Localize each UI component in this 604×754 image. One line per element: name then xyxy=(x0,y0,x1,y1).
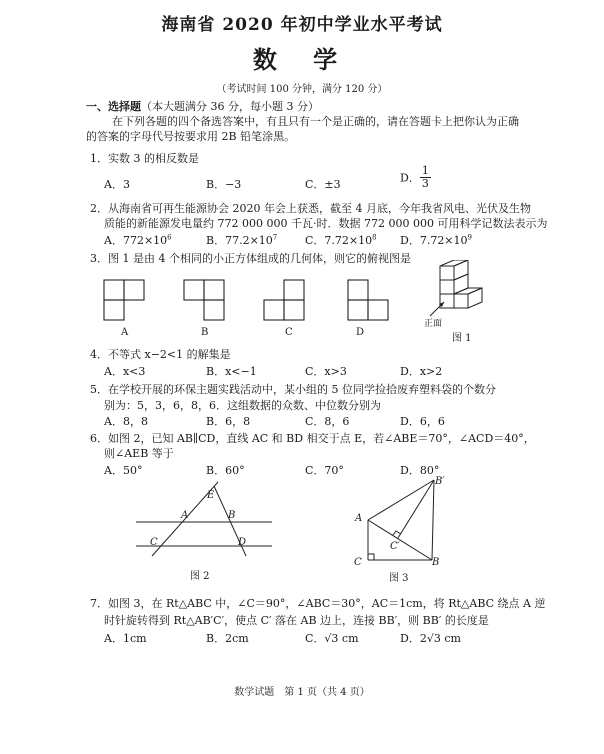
q1-option-b: B．−3 xyxy=(206,178,242,191)
q2-option-d xyxy=(400,232,472,248)
q1-option-c: C．±3 xyxy=(305,178,341,191)
q6-option-a: A．50° xyxy=(104,464,143,477)
fig2-caption: 图 2 xyxy=(190,571,210,582)
q5-option-a: A．8，8 xyxy=(104,415,148,428)
fig2-point-c: C xyxy=(150,537,158,548)
q1-fraction-num: 1 xyxy=(421,164,429,177)
q5-option-d: D．6，6 xyxy=(400,415,445,428)
q2-a-exp: 6 xyxy=(167,233,172,242)
fig2-point-e: E xyxy=(207,490,215,501)
fig3-diagram xyxy=(360,476,460,566)
seg-ab xyxy=(368,520,432,560)
q3-stem: 3．图 1 是由 4 个相同的小正方体组成的几何体，则它的俯视图是 xyxy=(90,252,411,265)
q2-d-exp: 9 xyxy=(467,233,472,242)
fig2-point-d: D xyxy=(238,537,247,548)
q3-option-a-shape xyxy=(104,280,144,320)
page-footer: 数学试题 第 1 页（共 4 页） xyxy=(234,687,370,698)
q7-option-b: B．2cm xyxy=(206,632,249,645)
q1-option-d-prefix: D． xyxy=(400,171,420,185)
fig3-caption: 图 3 xyxy=(389,573,409,584)
front-label: 正面 xyxy=(424,319,443,329)
exam-info: （考试时间 100 分钟，满分 120 分） xyxy=(216,84,388,95)
q5-line-2: 别为：5，3，6，8，6．这组数据的众数、中位数分别为 xyxy=(104,399,381,412)
right-angle-c xyxy=(368,554,374,560)
q7-line-1: 7．如图 3，在 Rt△ABC 中，∠C＝90°，∠ABC＝30°，AC＝1cm，将 Rt△ABC 绕点 A 逆 xyxy=(90,597,546,610)
q4-option-d: D．x>2 xyxy=(400,365,443,378)
q7-line-2: 时针旋转得到 Rt△AB′C′，使点 C′ 落在 AB 边上，连接 BB′，则 BB′ 的长度是 xyxy=(104,614,489,627)
section-note: （本大题满分 36 分，每小题 3 分） xyxy=(141,100,319,113)
q6-option-c: C．70° xyxy=(305,464,344,477)
q3-label-b: B xyxy=(201,327,209,338)
fig3-point-cp: C′ xyxy=(390,541,400,552)
fig3-point-bp: B′ xyxy=(435,476,445,487)
instructions-line-2: 的答案的字母代号按要求用 2B 铅笔涂黑。 xyxy=(86,130,296,143)
q6-line-1: 6．如图 2，已知 AB∥CD，直线 AC 和 BD 相交于点 E，若∠ABE＝70°，∠ACD＝40°， xyxy=(90,432,535,445)
q2-option-a xyxy=(104,232,172,248)
fig3-point-c: C xyxy=(354,557,362,568)
exam-title: 海南省 2020 年初中学业水平考试 xyxy=(161,15,443,35)
q2-d-base: D．7.72×10 xyxy=(400,234,468,247)
q3-options-figure xyxy=(0,260,604,350)
q2-b-base: B．77.2×10 xyxy=(206,234,273,247)
section-heading-label: 一、选择题 xyxy=(86,100,141,113)
q5-option-b: B．6，8 xyxy=(206,415,251,428)
q4-option-c: C．x>3 xyxy=(305,365,347,378)
q6-option-b: B．60° xyxy=(206,464,245,477)
q2-option-c xyxy=(305,232,377,248)
q2-b-exp: 7 xyxy=(272,233,278,242)
q4-option-a: A．x<3 xyxy=(104,365,146,378)
q4-option-b: B．x<−1 xyxy=(206,365,257,378)
seg-bpcp xyxy=(398,480,434,538)
q2-a-base: A．772×10 xyxy=(104,234,168,247)
instructions-line-1: 在下列各题的四个备选答案中，有且只有一个是正确的，请在答题卡上把你认为正确 xyxy=(112,115,519,128)
q1-option-d xyxy=(400,165,431,190)
fig3-point-a: A xyxy=(355,513,363,524)
q3-label-d: D xyxy=(356,327,365,338)
q3-option-d-shape xyxy=(348,280,388,320)
q2-line-2: 质能的新能源发电量约 772 000 000 千瓦·时．数据 772 000 000 可用科学记数法表示为 xyxy=(104,217,548,230)
q4-stem: 4．不等式 x−2<1 的解集是 xyxy=(90,348,231,361)
q6-line-2: 则∠AEB 等于 xyxy=(104,447,174,460)
q5-option-c: C．8，6 xyxy=(305,415,350,428)
subject-title: 数 学 xyxy=(252,45,352,74)
q3-label-a: A xyxy=(121,327,129,338)
q7-option-d: D．2√3 cm xyxy=(400,632,461,645)
fig1-caption: 图 1 xyxy=(452,333,472,344)
q3-fig1-cubes xyxy=(440,260,482,308)
fig3-point-b: B xyxy=(432,557,440,568)
section-heading xyxy=(86,98,319,114)
q7-option-a: A．1cm xyxy=(104,632,147,645)
q5-line-1: 5．在学校开展的环保主题实践活动中，某小组的 5 位同学捡拾废弃塑料袋的个数分 xyxy=(90,383,496,396)
q7-option-c: C．√3 cm xyxy=(305,632,359,645)
q1-option-a: A．3 xyxy=(104,178,130,191)
q3-option-b-shape xyxy=(184,280,224,320)
q1-fraction xyxy=(420,165,431,190)
q6-option-d: D．80° xyxy=(400,464,440,477)
q1-fraction-den: 3 xyxy=(421,177,429,190)
q3-option-c-shape xyxy=(264,280,304,320)
q1-stem: 1．实数 3 的相反数是 xyxy=(90,152,199,165)
fig2-point-b: B xyxy=(228,510,236,521)
seg-abp xyxy=(368,480,434,520)
fig2-point-a: A xyxy=(181,510,189,521)
fig2-diagram xyxy=(130,480,280,560)
q2-c-exp: 8 xyxy=(372,233,377,242)
q2-c-base: C．7.72×10 xyxy=(305,234,373,247)
seg-bbp xyxy=(432,480,434,560)
q3-label-c: C xyxy=(285,327,293,338)
q2-option-b xyxy=(206,232,277,248)
q2-line-1: 2．从海南省可再生能源协会 2020 年会上获悉，截至 4 月底，今年我省风电、光伏及生物 xyxy=(90,202,531,215)
